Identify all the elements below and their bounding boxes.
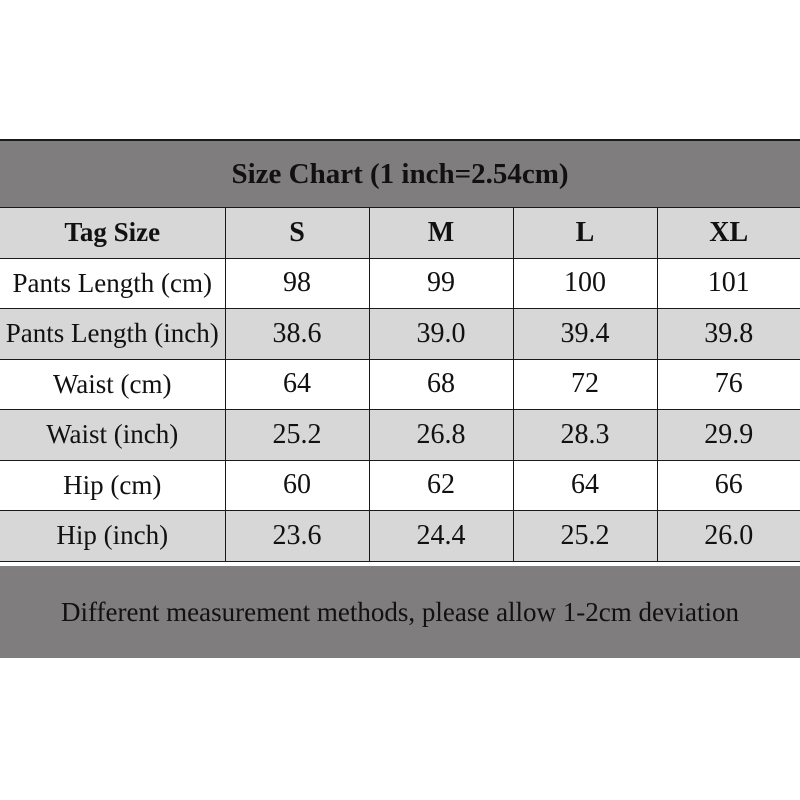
table-cell: 64 xyxy=(513,460,657,511)
table-cell: 39.4 xyxy=(513,309,657,360)
table-row xyxy=(0,511,800,562)
table-cell: 68 xyxy=(369,359,513,410)
table-cell: 26.8 xyxy=(369,410,513,461)
row-label: Pants Length (cm) xyxy=(0,258,225,309)
table-cell: 25.2 xyxy=(513,511,657,562)
table-row xyxy=(0,359,800,410)
table-cell: 29.9 xyxy=(657,410,800,461)
size-header-l: L xyxy=(513,208,657,259)
row-label: Hip (inch) xyxy=(0,511,225,562)
table-cell: 66 xyxy=(657,460,800,511)
table-cell: 76 xyxy=(657,359,800,410)
table-cell: 100 xyxy=(513,258,657,309)
tag-size-header: Tag Size xyxy=(0,208,225,259)
table-cell: 39.0 xyxy=(369,309,513,360)
table-row xyxy=(0,258,800,309)
row-label: Waist (cm) xyxy=(0,359,225,410)
table-cell: 62 xyxy=(369,460,513,511)
row-label: Waist (inch) xyxy=(0,410,225,461)
table-cell: 38.6 xyxy=(225,309,369,360)
row-label: Hip (cm) xyxy=(0,460,225,511)
table-cell: 99 xyxy=(369,258,513,309)
table-cell: 39.8 xyxy=(657,309,800,360)
header-row xyxy=(0,208,800,259)
table-cell: 72 xyxy=(513,359,657,410)
size-chart xyxy=(0,139,800,658)
table-cell: 101 xyxy=(657,258,800,309)
table-cell: 26.0 xyxy=(657,511,800,562)
table-cell: 28.3 xyxy=(513,410,657,461)
table-cell: 24.4 xyxy=(369,511,513,562)
table-cell: 98 xyxy=(225,258,369,309)
table-row xyxy=(0,410,800,461)
row-label: Pants Length (inch) xyxy=(0,309,225,360)
table-row xyxy=(0,460,800,511)
table-row xyxy=(0,309,800,360)
size-header-s: S xyxy=(225,208,369,259)
size-header-xl: XL xyxy=(657,208,800,259)
table-cell: 23.6 xyxy=(225,511,369,562)
table-cell: 25.2 xyxy=(225,410,369,461)
table-cell: 64 xyxy=(225,359,369,410)
deviation-note: Different measurement methods, please allow 1-2cm deviation xyxy=(0,566,800,658)
chart-title: Size Chart (1 inch=2.54cm) xyxy=(0,141,800,207)
table-cell: 60 xyxy=(225,460,369,511)
size-table xyxy=(0,207,800,562)
size-header-m: M xyxy=(369,208,513,259)
